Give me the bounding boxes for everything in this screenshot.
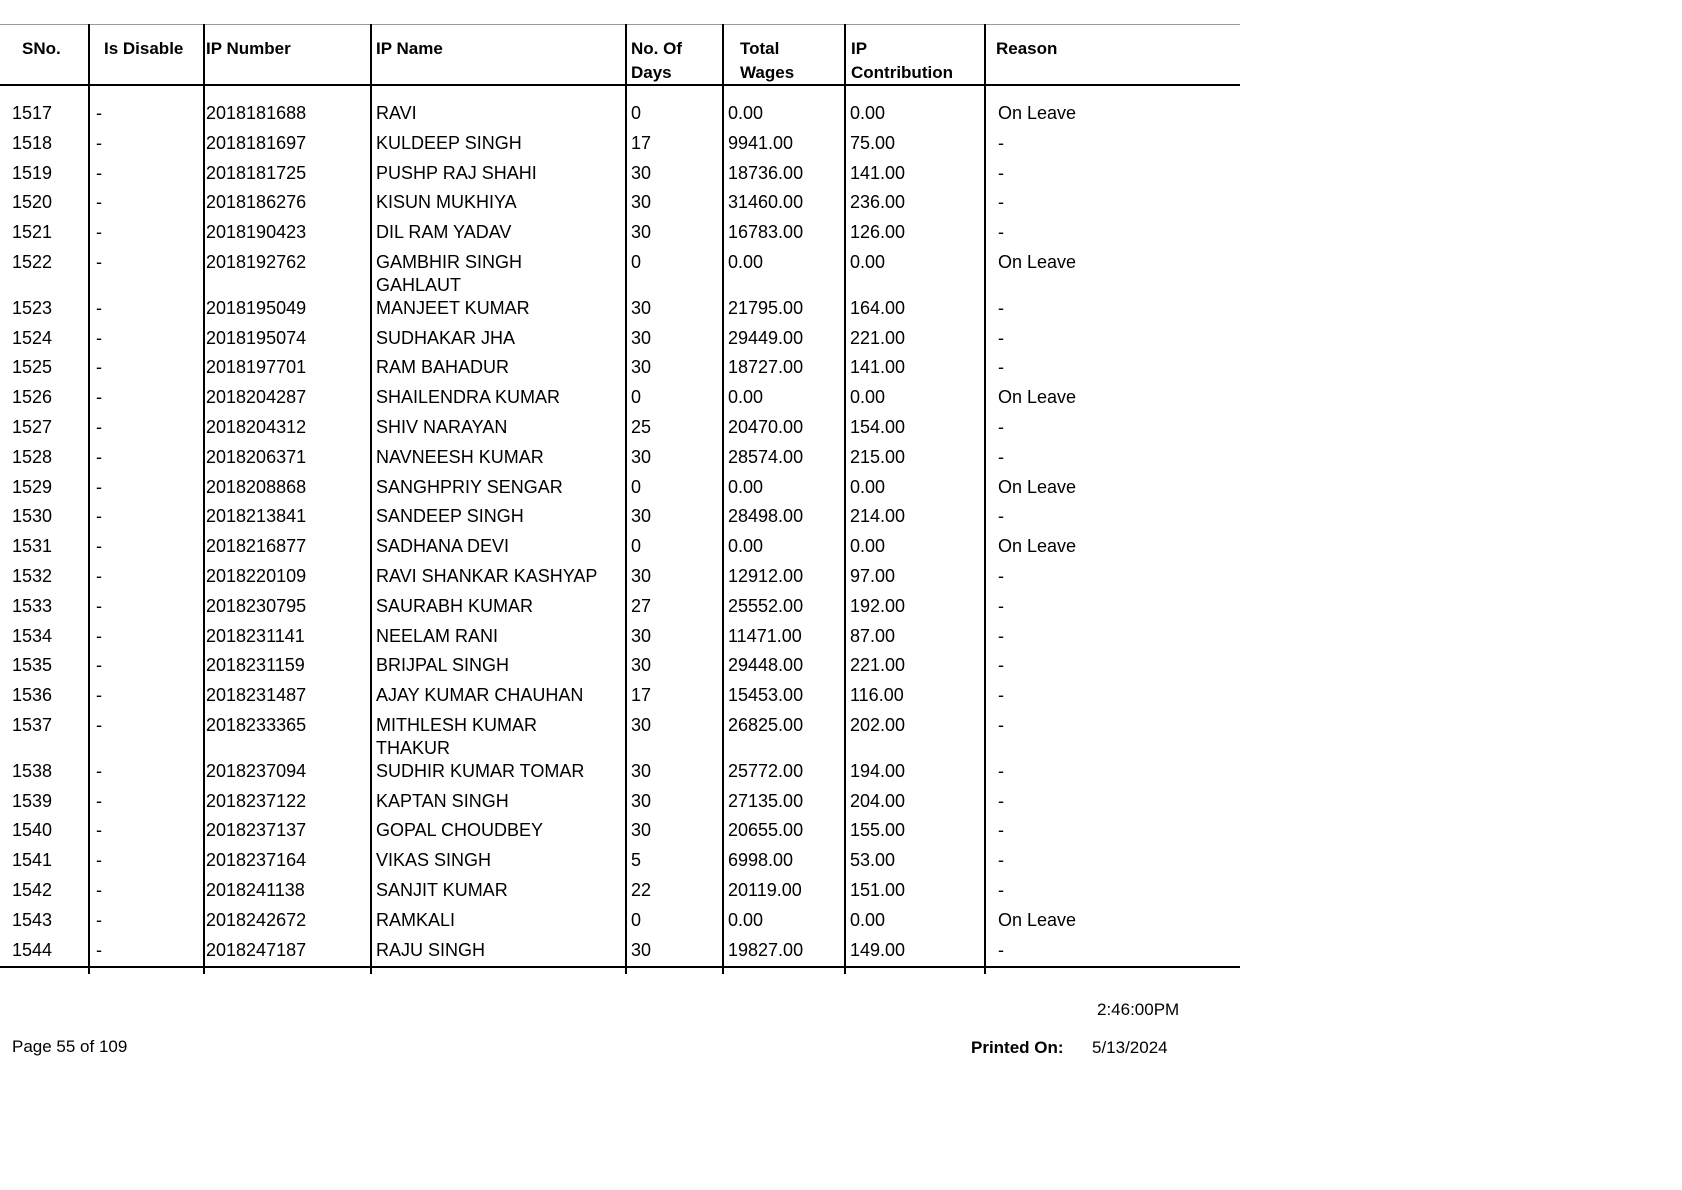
cell-is-disable: - xyxy=(96,909,102,930)
cell-days: 30 xyxy=(631,357,652,378)
cell-ip-contribution: 0.00 xyxy=(850,909,886,930)
cell-ip-contribution: 154.00 xyxy=(850,417,906,437)
cell-total-wages: 20470.00 xyxy=(728,417,804,437)
cell-ip-number: 2018237137 xyxy=(206,820,307,841)
cell-reason: - xyxy=(998,566,1004,586)
cell-ip-name: VIKAS SINGH xyxy=(376,850,492,871)
cell-ip-name: RAVI SHANKAR KASHYAP xyxy=(376,566,598,586)
cell-ip-contribution: 116.00 xyxy=(850,685,904,706)
cell-ip-name: SANDEEP SINGH xyxy=(376,506,524,527)
cell-is-disable: - xyxy=(96,103,102,123)
cell-ip-contribution: 53.00 xyxy=(850,850,896,871)
cell-total-wages: 9941.00 xyxy=(728,132,794,153)
cell-ip-contribution: 192.00 xyxy=(850,595,906,616)
printed-date: 5/13/2024 xyxy=(1092,1038,1168,1057)
cell-is-disable: - xyxy=(96,327,102,348)
cell-ip-contribution: 0.00 xyxy=(850,536,886,557)
cell-sno: 1527 xyxy=(12,417,53,437)
cell-total-wages: 12912.00 xyxy=(728,566,804,586)
cell-ip-contribution: 221.00 xyxy=(850,327,906,348)
cell-total-wages: 20119.00 xyxy=(728,880,802,900)
cell-total-wages: 0.00 xyxy=(728,103,764,123)
cell-ip-number: 2018241138 xyxy=(206,880,305,900)
cell-total-wages: 19827.00 xyxy=(728,939,804,960)
cell-is-disable: - xyxy=(96,222,102,243)
cell-days: 5 xyxy=(631,850,642,871)
cell-ip-name: KULDEEP SINGH xyxy=(376,132,522,153)
cell-total-wages: 21795.00 xyxy=(728,297,804,318)
cell-reason: - xyxy=(998,625,1004,646)
cell-total-wages: 18727.00 xyxy=(728,357,804,378)
header-total-wages xyxy=(740,37,794,85)
cell-sno: 1541 xyxy=(12,850,53,871)
column-divider xyxy=(984,24,986,974)
header-reason: Reason xyxy=(996,39,1058,58)
cell-ip-name: KAPTAN SINGH xyxy=(376,790,509,811)
cell-reason: On Leave xyxy=(998,103,1077,123)
cell-days: 30 xyxy=(631,625,652,646)
cell-ip-number: 2018230795 xyxy=(206,595,307,616)
cell-total-wages: 28574.00 xyxy=(728,446,804,467)
cell-ip-number: 2018220109 xyxy=(206,566,307,586)
cell-ip-name: GOPAL CHOUDBEY xyxy=(376,820,544,841)
cell-total-wages: 0.00 xyxy=(728,252,764,272)
cell-is-disable: - xyxy=(96,880,102,900)
cell-total-wages: 25552.00 xyxy=(728,595,804,616)
cell-sno: 1535 xyxy=(12,655,53,676)
cell-is-disable: - xyxy=(96,192,102,213)
cell-ip-name: SUDHIR KUMAR TOMAR xyxy=(376,760,585,781)
column-divider xyxy=(370,24,372,974)
cell-ip-contribution: 236.00 xyxy=(850,192,906,213)
cell-ip-name: RAJU SINGH xyxy=(376,939,486,960)
cell-reason: - xyxy=(998,760,1004,781)
cell-days: 30 xyxy=(631,297,652,318)
cell-ip-contribution: 0.00 xyxy=(850,252,886,272)
cell-reason: - xyxy=(998,222,1004,243)
cell-ip-name: DIL RAM YADAV xyxy=(376,222,512,243)
cell-days: 30 xyxy=(631,506,652,527)
cell-ip-number: 2018190423 xyxy=(206,222,307,243)
cell-ip-number: 2018237164 xyxy=(206,850,307,871)
cell-sno: 1544 xyxy=(12,939,53,960)
cell-is-disable: - xyxy=(96,506,102,527)
cell-reason: - xyxy=(998,357,1004,378)
cell-is-disable: - xyxy=(96,566,102,586)
cell-ip-contribution: 126.00 xyxy=(850,222,906,243)
cell-is-disable: - xyxy=(96,595,102,616)
cell-sno: 1522 xyxy=(12,252,53,272)
cell-sno: 1540 xyxy=(12,820,53,841)
cell-ip-number: 2018186276 xyxy=(206,192,307,213)
cell-sno: 1542 xyxy=(12,880,53,900)
cell-days: 30 xyxy=(631,162,652,183)
cell-ip-name: SHAILENDRA KUMAR xyxy=(376,387,561,408)
cell-is-disable: - xyxy=(96,476,102,497)
cell-is-disable: - xyxy=(96,297,102,318)
header-no-of-days-line1: No. Of xyxy=(631,39,682,58)
cell-is-disable: - xyxy=(96,655,102,676)
cell-ip-number: 2018181697 xyxy=(206,132,307,153)
cell-reason: - xyxy=(998,850,1004,871)
header-total-wages-line1: Total xyxy=(740,39,780,58)
cell-is-disable: - xyxy=(96,715,102,735)
cell-ip-number: 2018195049 xyxy=(206,297,307,318)
cell-reason: - xyxy=(998,192,1004,213)
cell-ip-contribution: 141.00 xyxy=(850,162,906,183)
cell-reason: On Leave xyxy=(998,476,1077,497)
cell-total-wages: 11471.00 xyxy=(728,625,802,646)
cell-ip-number: 2018237094 xyxy=(206,760,307,781)
cell-reason: - xyxy=(998,790,1004,811)
cell-reason: - xyxy=(998,132,1004,153)
header-ip-number: IP Number xyxy=(206,39,291,58)
cell-ip-contribution: 97.00 xyxy=(850,566,896,586)
cell-ip-name: PUSHP RAJ SHAHI xyxy=(376,162,537,183)
cell-reason: - xyxy=(998,820,1004,841)
cell-is-disable: - xyxy=(96,162,102,183)
header-ip-contribution-line1: IP xyxy=(851,39,868,58)
cell-sno: 1524 xyxy=(12,327,53,348)
cell-ip-name: SANJIT KUMAR xyxy=(376,880,508,900)
cell-is-disable: - xyxy=(96,820,102,841)
cell-sno: 1520 xyxy=(12,192,53,213)
column-divider xyxy=(722,24,724,974)
cell-reason: - xyxy=(998,595,1004,616)
cell-ip-name: KISUN MUKHIYA xyxy=(376,192,517,213)
header-is-disable: Is Disable xyxy=(104,39,184,58)
header-sno: SNo. xyxy=(22,39,61,58)
cell-reason: - xyxy=(998,880,1004,900)
column-divider xyxy=(844,24,846,974)
cell-days: 30 xyxy=(631,939,652,960)
column-divider xyxy=(203,24,205,974)
cell-ip-number: 2018231487 xyxy=(206,685,307,706)
cell-ip-name: NAVNEESH KUMAR xyxy=(376,446,544,467)
cell-sno: 1534 xyxy=(12,625,53,646)
cell-ip-contribution: 149.00 xyxy=(850,939,906,960)
cell-total-wages: 0.00 xyxy=(728,476,764,497)
cell-sno: 1517 xyxy=(12,103,53,123)
cell-days: 17 xyxy=(631,132,652,153)
cell-total-wages: 29449.00 xyxy=(728,327,804,348)
header-ip-contribution-line2: Contribution xyxy=(851,63,953,82)
cell-ip-contribution: 75.00 xyxy=(850,132,896,153)
cell-ip-contribution: 215.00 xyxy=(850,446,906,467)
cell-is-disable: - xyxy=(96,446,102,467)
cell-is-disable: - xyxy=(96,939,102,960)
cell-is-disable: - xyxy=(96,790,102,811)
cell-reason: On Leave xyxy=(998,387,1077,408)
cell-ip-name: GAMBHIR SINGH GAHLAUT xyxy=(376,252,523,295)
cell-sno: 1521 xyxy=(12,222,53,243)
cell-ip-contribution: 0.00 xyxy=(850,103,886,123)
cell-ip-number: 2018195074 xyxy=(206,327,307,348)
cell-days: 30 xyxy=(631,446,652,467)
cell-ip-name: SADHANA DEVI xyxy=(376,536,510,557)
cell-sno: 1528 xyxy=(12,446,53,467)
cell-days: 30 xyxy=(631,327,652,348)
cell-sno: 1532 xyxy=(12,566,53,586)
cell-ip-number: 2018181725 xyxy=(206,162,307,183)
cell-days: 22 xyxy=(631,880,652,900)
cell-ip-number: 2018206371 xyxy=(206,446,307,467)
cell-total-wages: 26825.00 xyxy=(728,715,804,735)
cell-sno: 1530 xyxy=(12,506,53,527)
cell-days: 30 xyxy=(631,566,652,586)
cell-ip-name: SUDHAKAR JHA xyxy=(376,327,516,348)
table-bottom-border xyxy=(0,966,1240,968)
cell-ip-contribution: 87.00 xyxy=(850,625,896,646)
cell-ip-number: 2018231159 xyxy=(206,655,305,676)
column-divider xyxy=(625,24,627,974)
cell-total-wages: 0.00 xyxy=(728,536,764,557)
cell-sno: 1518 xyxy=(12,132,53,153)
header-ip-name: IP Name xyxy=(376,39,443,58)
cell-ip-name: SANGHPRIY SENGAR xyxy=(376,476,563,497)
cell-sno: 1533 xyxy=(12,595,53,616)
cell-days: 0 xyxy=(631,536,642,557)
cell-ip-number: 2018204287 xyxy=(206,387,307,408)
cell-is-disable: - xyxy=(96,685,102,706)
cell-total-wages: 28498.00 xyxy=(728,506,804,527)
cell-ip-contribution: 194.00 xyxy=(850,760,906,781)
cell-reason: - xyxy=(998,506,1004,527)
cell-ip-name: AJAY KUMAR CHAUHAN xyxy=(376,685,584,706)
cell-reason: On Leave xyxy=(998,536,1077,557)
cell-reason: - xyxy=(998,162,1004,183)
cell-reason: On Leave xyxy=(998,252,1077,272)
header-total-wages-line2: Wages xyxy=(740,63,795,82)
cell-is-disable: - xyxy=(96,850,102,871)
cell-sno: 1543 xyxy=(12,909,53,930)
cell-days: 25 xyxy=(631,417,652,437)
cell-ip-name: NEELAM RANI xyxy=(376,625,499,646)
cell-ip-number: 2018181688 xyxy=(206,103,307,123)
cell-days: 0 xyxy=(631,909,642,930)
header-no-of-days xyxy=(631,37,682,85)
cell-ip-contribution: 0.00 xyxy=(850,387,886,408)
cell-total-wages: 18736.00 xyxy=(728,162,804,183)
cell-ip-number: 2018197701 xyxy=(206,357,307,378)
cell-ip-name: RAMKALI xyxy=(376,909,456,930)
cell-days: 0 xyxy=(631,103,642,123)
cell-sno: 1538 xyxy=(12,760,53,781)
cell-total-wages: 31460.00 xyxy=(728,192,804,213)
cell-days: 30 xyxy=(631,820,652,841)
cell-ip-name: SAURABH KUMAR xyxy=(376,595,534,616)
cell-sno: 1523 xyxy=(12,297,53,318)
cell-days: 0 xyxy=(631,476,642,497)
cell-days: 30 xyxy=(631,715,652,735)
cell-is-disable: - xyxy=(96,625,102,646)
cell-total-wages: 20655.00 xyxy=(728,820,804,841)
cell-ip-number: 2018233365 xyxy=(206,715,307,735)
cell-ip-number: 2018237122 xyxy=(206,790,307,811)
printed-on-label: Printed On: xyxy=(971,1038,1064,1057)
cell-reason: - xyxy=(998,939,1004,960)
cell-total-wages: 0.00 xyxy=(728,387,764,408)
cell-total-wages: 27135.00 xyxy=(728,790,804,811)
cell-days: 30 xyxy=(631,222,652,243)
cell-ip-contribution: 204.00 xyxy=(850,790,906,811)
cell-reason: - xyxy=(998,685,1004,706)
cell-sno: 1536 xyxy=(12,685,53,706)
cell-ip-number: 2018242672 xyxy=(206,909,307,930)
cell-ip-number: 2018247187 xyxy=(206,939,307,960)
cell-ip-contribution: 164.00 xyxy=(850,297,906,318)
cell-reason: - xyxy=(998,297,1004,318)
cell-sno: 1526 xyxy=(12,387,53,408)
cell-ip-name: RAVI xyxy=(376,103,417,123)
header-no-of-days-line2: Days xyxy=(631,63,672,82)
cell-ip-contribution: 141.00 xyxy=(850,357,906,378)
cell-ip-name: MITHLESH KUMAR THAKUR xyxy=(376,715,538,758)
cell-ip-name: MANJEET KUMAR xyxy=(376,297,530,318)
cell-sno: 1529 xyxy=(12,476,53,497)
cell-total-wages: 29448.00 xyxy=(728,655,804,676)
cell-is-disable: - xyxy=(96,252,102,272)
cell-total-wages: 25772.00 xyxy=(728,760,804,781)
printed-time: 2:46:00PM xyxy=(1097,1000,1180,1019)
cell-is-disable: - xyxy=(96,536,102,557)
cell-sno: 1539 xyxy=(12,790,53,811)
cell-ip-contribution: 151.00 xyxy=(850,880,906,900)
cell-is-disable: - xyxy=(96,760,102,781)
cell-is-disable: - xyxy=(96,357,102,378)
cell-reason: - xyxy=(998,327,1004,348)
cell-days: 0 xyxy=(631,387,642,408)
cell-ip-contribution: 202.00 xyxy=(850,715,906,735)
cell-days: 30 xyxy=(631,192,652,213)
page-number: Page 55 of 109 xyxy=(12,1037,128,1056)
cell-ip-name: RAM BAHADUR xyxy=(376,357,510,378)
cell-ip-contribution: 214.00 xyxy=(850,506,906,527)
cell-reason: On Leave xyxy=(998,909,1077,930)
cell-sno: 1531 xyxy=(12,536,53,557)
cell-ip-number: 2018208868 xyxy=(206,476,307,497)
cell-days: 27 xyxy=(631,595,652,616)
cell-days: 30 xyxy=(631,790,652,811)
cell-days: 0 xyxy=(631,252,642,272)
cell-ip-name: SHIV NARAYAN xyxy=(376,417,508,437)
cell-is-disable: - xyxy=(96,417,102,437)
cell-ip-contribution: 0.00 xyxy=(850,476,886,497)
cell-ip-number: 2018213841 xyxy=(206,506,307,527)
cell-ip-number: 2018204312 xyxy=(206,417,307,437)
cell-ip-contribution: 221.00 xyxy=(850,655,906,676)
cell-is-disable: - xyxy=(96,132,102,153)
cell-total-wages: 0.00 xyxy=(728,909,764,930)
cell-ip-number: 2018192762 xyxy=(206,252,307,272)
cell-ip-contribution: 155.00 xyxy=(850,820,906,841)
cell-is-disable: - xyxy=(96,387,102,408)
cell-reason: - xyxy=(998,655,1004,676)
cell-days: 17 xyxy=(631,685,652,706)
header-ip-contribution xyxy=(851,37,953,85)
cell-total-wages: 6998.00 xyxy=(728,850,794,871)
cell-ip-number: 2018231141 xyxy=(206,625,305,646)
column-divider xyxy=(88,24,90,974)
cell-total-wages: 15453.00 xyxy=(728,685,804,706)
cell-reason: - xyxy=(998,417,1004,437)
cell-sno: 1537 xyxy=(12,715,53,735)
cell-ip-name: BRIJPAL SINGH xyxy=(376,655,510,676)
table-header xyxy=(0,24,1240,86)
cell-ip-number: 2018216877 xyxy=(206,536,307,557)
cell-sno: 1525 xyxy=(12,357,53,378)
cell-reason: - xyxy=(998,715,1004,735)
cell-days: 30 xyxy=(631,655,652,676)
cell-reason: - xyxy=(998,446,1004,467)
cell-total-wages: 16783.00 xyxy=(728,222,804,243)
cell-days: 30 xyxy=(631,760,652,781)
cell-sno: 1519 xyxy=(12,162,53,183)
